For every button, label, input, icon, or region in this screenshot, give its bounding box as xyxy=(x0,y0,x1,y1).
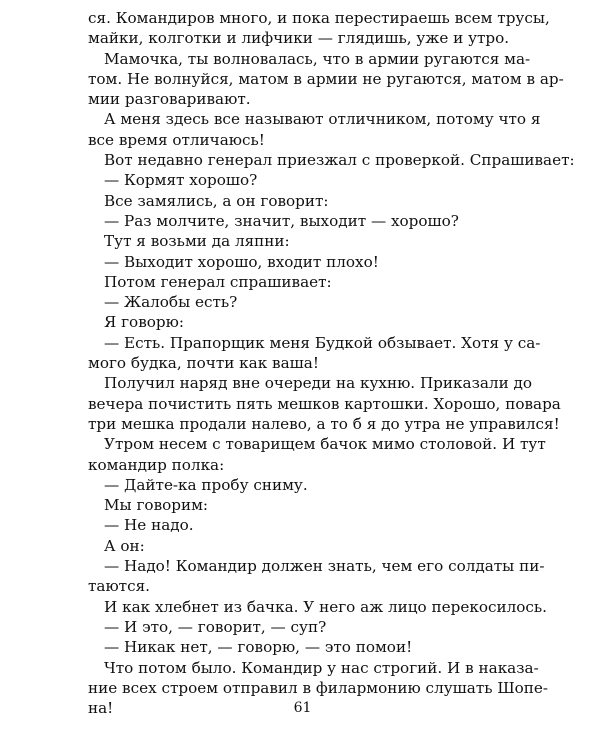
text-line: Что потом было. Командир у нас строгий. И в наказа- xyxy=(104,658,539,677)
text-line: — Есть. Прапорщик меня Будкой обзывает. Хотя у са- xyxy=(104,333,541,352)
text-line: Мамочка, ты волновалась, что в армии ругаются ма- xyxy=(104,49,531,68)
text-line: — Выходит хорошо, входит плохо! xyxy=(104,252,379,271)
text-line: командир полка: xyxy=(88,455,225,474)
text-line: ние всех строем отправил в филармонию слушать Шопе- xyxy=(88,678,549,697)
text-line: майки, колготки и лифчики — глядишь, уже и утро. xyxy=(88,29,510,48)
text-line: А он: xyxy=(104,536,145,555)
text-line: мого будка, почти как ваша! xyxy=(88,354,319,373)
page-number: 61 xyxy=(293,700,312,716)
text-line: Получил наряд вне очереди на кухню. Приказали до xyxy=(104,374,533,393)
text-line: три мешка продали налево, а то б я до утра не управился! xyxy=(88,414,560,433)
body-text xyxy=(88,8,575,718)
text-line: — Не надо. xyxy=(104,516,194,535)
text-line: том. Не волнуйся, матом в армии не ругаются, матом в ар- xyxy=(88,69,564,88)
text-line: И как хлебнет из бачка. У него аж лицо перекосилось. xyxy=(104,597,547,616)
text-line: — Кормят хорошо? xyxy=(104,171,258,190)
text-line: вечера почистить пять мешков картошки. Хорошо, повара xyxy=(88,394,561,413)
text-line: ся. Командиров много, и пока перестираешь всем трусы, xyxy=(88,9,550,27)
text-line: — И это, — говорит, — суп? xyxy=(104,617,327,636)
text-line: все время отличаюсь! xyxy=(88,130,265,149)
text-line: Потом генерал спрашивает: xyxy=(104,272,332,291)
text-line: Тут я возьми да ляпни: xyxy=(104,232,290,251)
text-line: Мы говорим: xyxy=(104,496,209,515)
text-line: — Дайте-ка пробу сниму. xyxy=(104,475,308,494)
text-line: — Жалобы есть? xyxy=(104,293,238,312)
text-line: на! xyxy=(88,699,114,718)
text-line: Все замялись, а он говорит: xyxy=(104,191,329,210)
text-line: — Раз молчите, значит, выходит — хорошо? xyxy=(104,211,459,230)
text-line: таются. xyxy=(88,577,150,596)
text-line: А меня здесь все называют отличником, потому что я xyxy=(104,110,541,129)
text-line: Утром несем с товарищем бачок мимо столовой. И тут xyxy=(104,435,546,454)
text-line: — Надо! Командир должен знать, чем его солдаты пи- xyxy=(104,557,545,576)
text-line: Вот недавно генерал приезжал с проверкой. Спрашивает: xyxy=(104,151,575,170)
text-line: Я говорю: xyxy=(104,313,184,332)
text-line: мии разговаривают. xyxy=(88,90,251,109)
text-line: — Никак нет, — говорю, — это помои! xyxy=(104,638,413,657)
